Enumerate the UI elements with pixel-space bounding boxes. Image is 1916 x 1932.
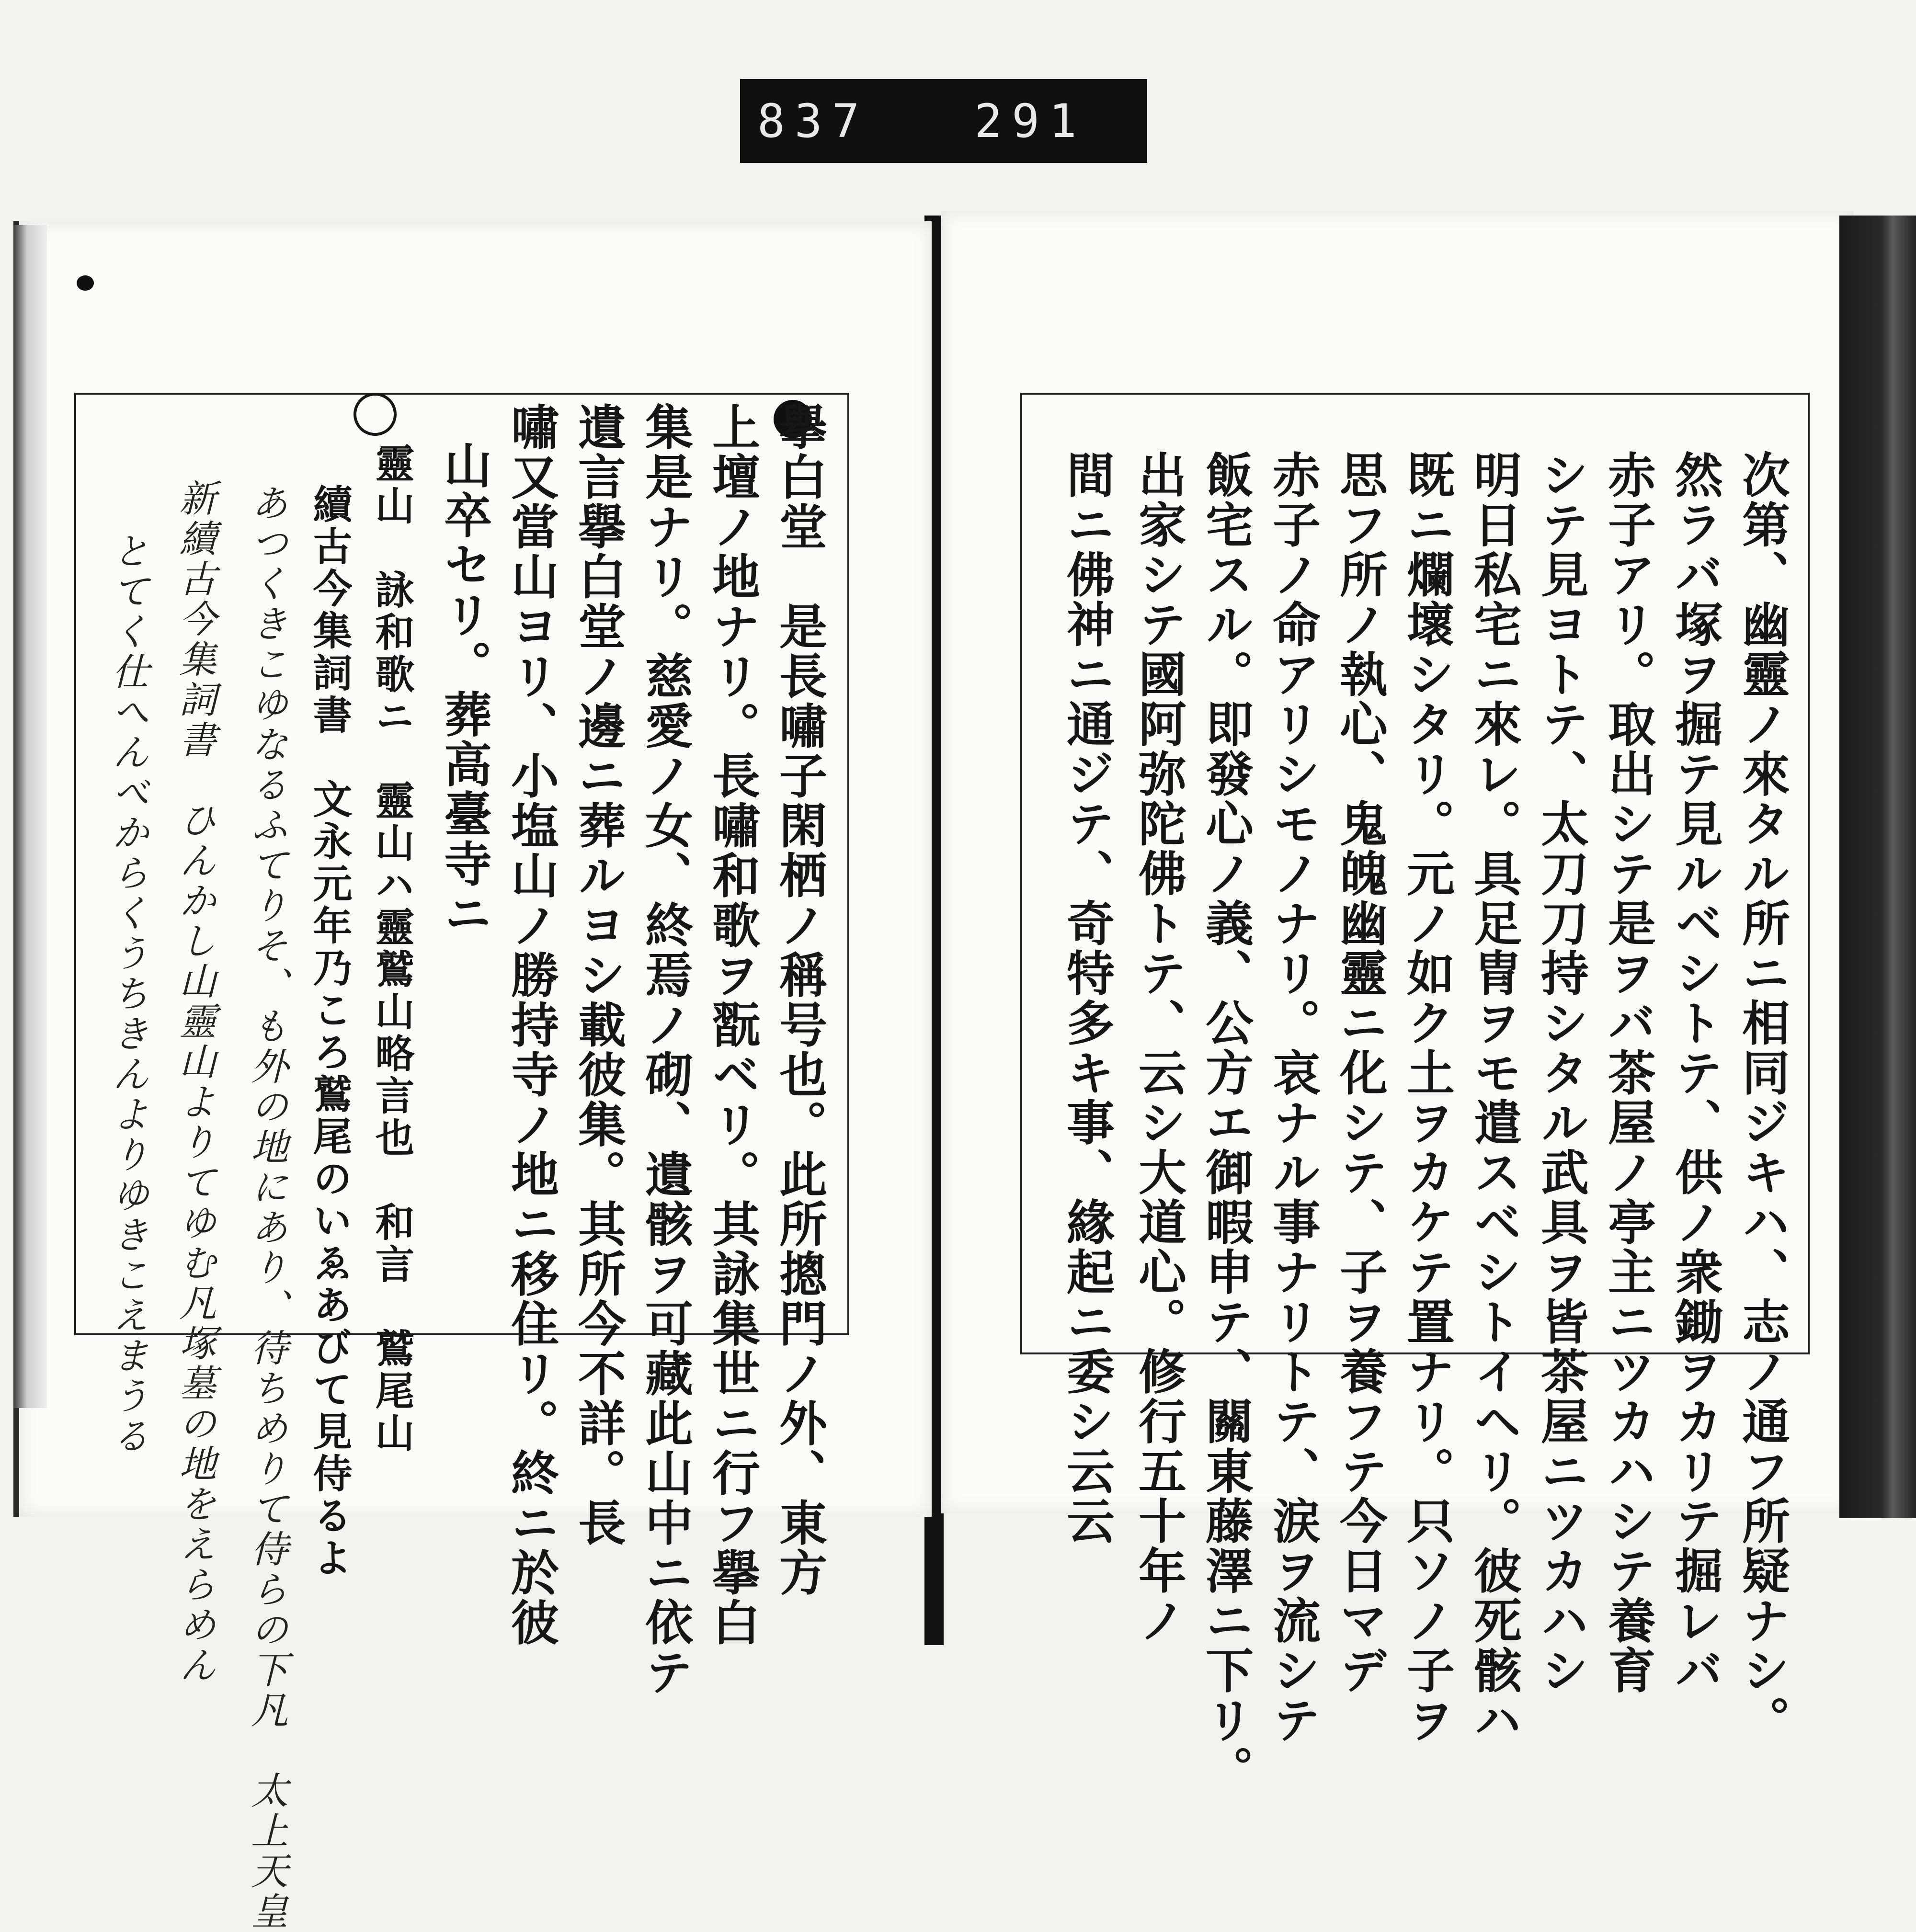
- right-page-edge: [1839, 216, 1916, 1518]
- reel-number: 837: [757, 94, 869, 148]
- ink-spot: [77, 275, 94, 291]
- right-column-5: 明日私宅ニ來レ。具足冑ヲモ遣スベシトイヘリ。彼死骸ハ: [1466, 450, 1522, 1745]
- right-column-1: 次第、幽靈ノ來タル所ニ相同ジキハ、志ノ通フ所疑ナシ。: [1734, 450, 1791, 1745]
- left-column-8: 續古今集詞書 文永元年乃ころ鷲尾のいゑあびて見侍るよ: [307, 484, 353, 1580]
- left-column-6: 山卒セリ。葬高臺寺ニ: [436, 441, 492, 939]
- right-column-3: 赤子アリ。取出シテ是ヲバ茶屋ノ亭主ニツカハシテ養育: [1600, 450, 1656, 1695]
- left-column-1: 擧白堂 是長嘯子閑栖ノ稱号也。此所摠門ノ外、東方: [771, 402, 828, 1598]
- left-column-5: 嘯又當山ヨリ、小塩山ノ勝持寺ノ地ニ移住リ。終ニ於彼: [503, 402, 559, 1648]
- left-page-edge: [13, 225, 47, 1408]
- left-column-7: 靈山 詠和歌ニ 靈山ハ靈鷲山略言也 和言 鷲尾山: [369, 443, 415, 1455]
- microfilm-frame-label: [740, 79, 1147, 163]
- right-column-6: 既ニ爛壞シタリ。元ノ如ク土ヲカケテ置ナリ。只ソノ子ヲ: [1399, 450, 1455, 1745]
- right-column-8: 赤子ノ命アリシモノナリ。哀ナル事ナリトテ、涙ヲ流シテ: [1265, 450, 1321, 1745]
- right-column-9: 飯宅スル。即發心ノ義、公方エ御暇申テ、關東藤澤ニ下リ。: [1198, 450, 1254, 1795]
- left-column-10: 新續古今集詞書 ひんかし山靈山よりてゆむ凡塚墓の地をえらめん: [173, 479, 216, 1686]
- left-column-4: 遺言擧白堂ノ邊ニ葬ルヨシ載彼集。其所今不詳。長: [570, 402, 627, 1548]
- frame-number: 291: [974, 94, 1086, 148]
- right-column-10: 出家シテ國阿弥陀佛トテ、云シ大道心。修行五十年ノ: [1130, 450, 1187, 1646]
- right-column-11: 間ニ佛神ニ通ジテ、奇特多キ事、緣起ニ委シ云云: [1059, 450, 1115, 1546]
- right-column-2: 然ラバ塚ヲ掘テ見ルベシトテ、供ノ衆鋤ヲカリテ掘レバ: [1667, 450, 1723, 1695]
- left-column-2: 上壇ノ地ナリ。長嘯和歌ヲ翫ベリ。其詠集世ニ行フ擧白: [704, 402, 761, 1648]
- left-column-3: 集是ナリ。慈愛ノ女、終焉ノ砌、遺骸ヲ可藏此山中ニ依テ: [637, 402, 694, 1697]
- right-column-4: シテ見ヨトテ、太刀刀持シタル武具ヲ皆茶屋ニツカハシ: [1533, 450, 1589, 1695]
- left-column-11: とてく仕へんべからくうちきんよりゆきこえまうる: [106, 532, 149, 1457]
- left-column-9: あつくきこゆなるふてりそ、も外の地にあり、待ちめりて侍らの下凡 太上天皇: [245, 484, 288, 1932]
- right-column-7: 思フ所ノ執心、鬼魄幽靈ニ化シテ、子ヲ養フテ今日マデ: [1332, 450, 1388, 1695]
- circle-section-mark: [354, 393, 397, 436]
